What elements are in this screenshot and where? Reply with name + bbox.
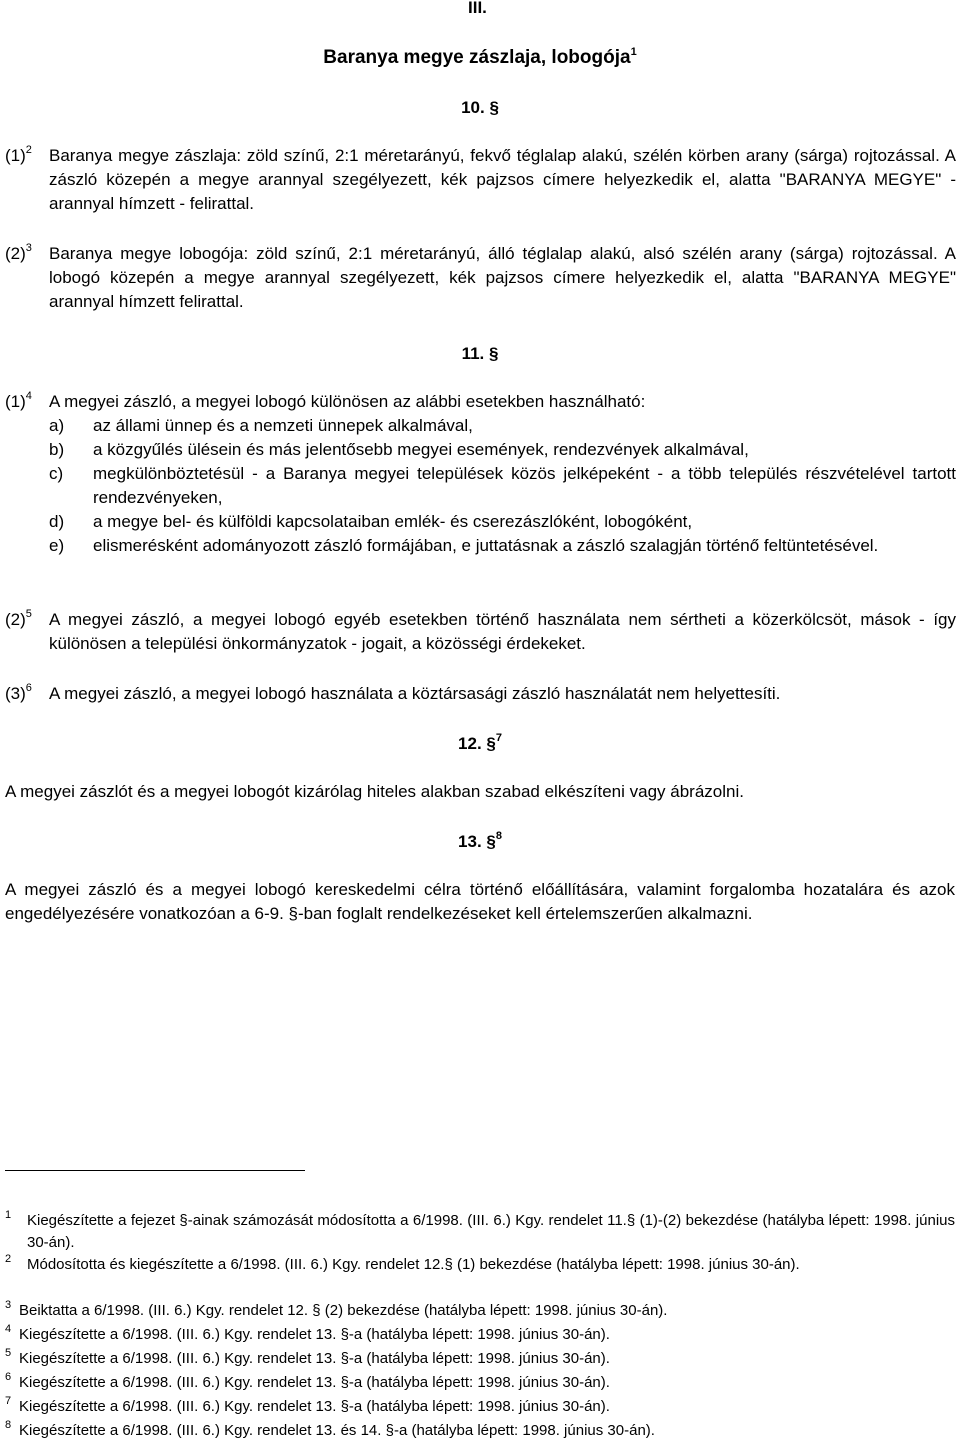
footnote-text: Kiegészítette a 6/1998. (III. 6.) Kgy. rendelet 13. §-a (hatályba lépett: 1998. június 30-án). xyxy=(19,1374,610,1391)
list-item-letter: e) xyxy=(49,536,65,555)
footnote-number: 8 xyxy=(5,1419,12,1431)
footnote-text: Beiktatta a 6/1998. (III. 6.) Kgy. rendelet 12. § (2) bekezdése (hatályba lépett: 1998. június 30-án). xyxy=(19,1302,668,1319)
list-item-text: az állami ünnep és a nemzeti ünnepek alkalmával, xyxy=(93,416,473,435)
footnote-number: 7 xyxy=(5,1395,12,1407)
paragraph-text: A megyei zászló és a megyei lobogó kereskedelmi célra történő előállítására, valamint forgalomba hozatalára és azok engedélyezésére vonatkozóan a 6-9. §-ban foglalt rendelkezéseket kell értelemszerűen alkalmazni. xyxy=(5,880,955,923)
footnote-number: 5 xyxy=(5,1347,12,1359)
footnote-text: Kiegészítette a 6/1998. (III. 6.) Kgy. rendelet 13. §-a (hatályba lépett: 1998. június 30-án). xyxy=(19,1398,610,1415)
list-item-text: a megye bel- és külföldi kapcsolataiban emlék- és cserezászlóként, lobogóként, xyxy=(93,512,693,531)
footnote-number: 2 xyxy=(5,1253,12,1265)
list-item-letter: c) xyxy=(49,464,64,483)
footnote-ref: 3 xyxy=(25,242,32,254)
paragraph-number: $(1)^4$ xyxy=(5,390,32,411)
footnote-text: Módosította és kiegészítette a 6/1998. (III. 6.) Kgy. rendelet 12.§ (1) bekezdése (hatályba lépett: 1998. június 30-án). xyxy=(27,1256,800,1273)
list-item-text: megkülönböztetésül - a Baranya megyei települések közös jelképeként - a több település részvételével tartott rendezvényeken, xyxy=(93,464,956,507)
footnote-number: 6 xyxy=(5,1371,12,1383)
footnote-text: Kiegészítette a 6/1998. (III. 6.) Kgy. rendelet 13. és 14. §-a (hatályba lépett: 1998. június 30-án). xyxy=(19,1422,655,1439)
title-text: Baranya megye zászlaja, lobogója xyxy=(323,47,631,68)
footnote-ref: 2 xyxy=(25,144,32,156)
paragraph-text: A megyei zászló, a megyei lobogó egyéb esetekben történő használata nem sértheti a közerkölcsöt, mások - így különösen a települési önkormányzatok - jogait, a közösségi érdekeket. xyxy=(49,610,956,653)
list-item-letter: a) xyxy=(49,416,65,435)
footnote-number: 1 xyxy=(5,1209,12,1221)
paragraph-number: $(2)^3$ xyxy=(5,242,32,263)
page-heading: III. xyxy=(468,0,487,17)
footnote-ref: 1 xyxy=(630,46,637,58)
paragraph-number: $(2)^5$ xyxy=(5,608,32,629)
paragraph-text: Baranya megye lobogója: zöld színű, 2:1 méretarányú, álló téglalap alakú, alsó szélén arany (sárga) rojtozással. A lobogó közepén a megye arannyal szegélyezett, kék pajzsos címere helyezkedik el, alatta "BARANYA MEGYE" arannyal hímzett felirattal. xyxy=(49,244,956,311)
list-item-letter: d) xyxy=(49,512,65,531)
footnote-text: Kiegészítette a 6/1998. (III. 6.) Kgy. rendelet 13. §-a (hatályba lépett: 1998. június 30-án). xyxy=(19,1350,610,1367)
footnote-ref: 8 xyxy=(495,830,502,842)
footnote-number: 3 xyxy=(5,1299,12,1311)
paragraph-text: A megyei zászló, a megyei lobogó használata a köztársasági zászló használatát nem helyettesíti. xyxy=(49,684,781,703)
paragraph-text: Baranya megye zászlaja: zöld színű, 2:1 méretarányú, fekvő téglalap alakú, szélén körben arany (sárga) rojtozással. A zászló közepén a megye arannyal szegélyezett, kék pajzsos címere helyezkedik el, alatta "BARANYA MEGYE" - arannyal hímzett - felirattal. xyxy=(49,146,956,213)
footnote-number: 4 xyxy=(5,1323,12,1335)
document-title xyxy=(0,45,960,71)
paragraph-number: $(1)^2$ xyxy=(5,144,32,165)
footnote-ref: 6 xyxy=(25,682,32,694)
section-heading-11: 11. § xyxy=(461,344,499,363)
footnote-separator xyxy=(5,1170,305,1171)
footnote-text: Kiegészítette a 6/1998. (III. 6.) Kgy. rendelet 13. §-a (hatályba lépett: 1998. június 30-án). xyxy=(19,1326,610,1343)
paragraph-text: A megyei zászlót és a megyei lobogót kizárólag hiteles alakban szabad elkészíteni vagy ábrázolni. xyxy=(5,782,744,801)
footnote-ref: 7 xyxy=(495,732,502,744)
section-heading-13: 13. §$^8$ xyxy=(458,830,502,851)
section-heading-10: 10. § xyxy=(461,98,499,117)
paragraph-number: $(3)^6$ xyxy=(5,682,32,703)
list-item-text: elismerésként adományozott zászló formájában, e juttatásnak a zászló szalagján történő feltüntetésével. xyxy=(93,536,879,555)
footnote-text: Kiegészítette a fejezet §-ainak számozását módosította a 6/1998. (III. 6.) Kgy. rendelet 11.§ (1)-(2) bekezdése (hatályba lépett: 1998. június 30-án). xyxy=(27,1212,955,1251)
section-heading-12: 12. §$^7$ xyxy=(458,732,502,753)
footnote-ref: 5 xyxy=(25,608,32,620)
paragraph-text: A megyei zászló, a megyei lobogó különösen az alábbi esetekben használható: xyxy=(49,392,646,411)
list-item-letter: b) xyxy=(49,440,65,459)
footnote-ref: 4 xyxy=(25,390,32,402)
list-item-text: a közgyűlés ülésein és más jelentősebb megyei események, rendezvények alkalmával, xyxy=(93,440,749,459)
